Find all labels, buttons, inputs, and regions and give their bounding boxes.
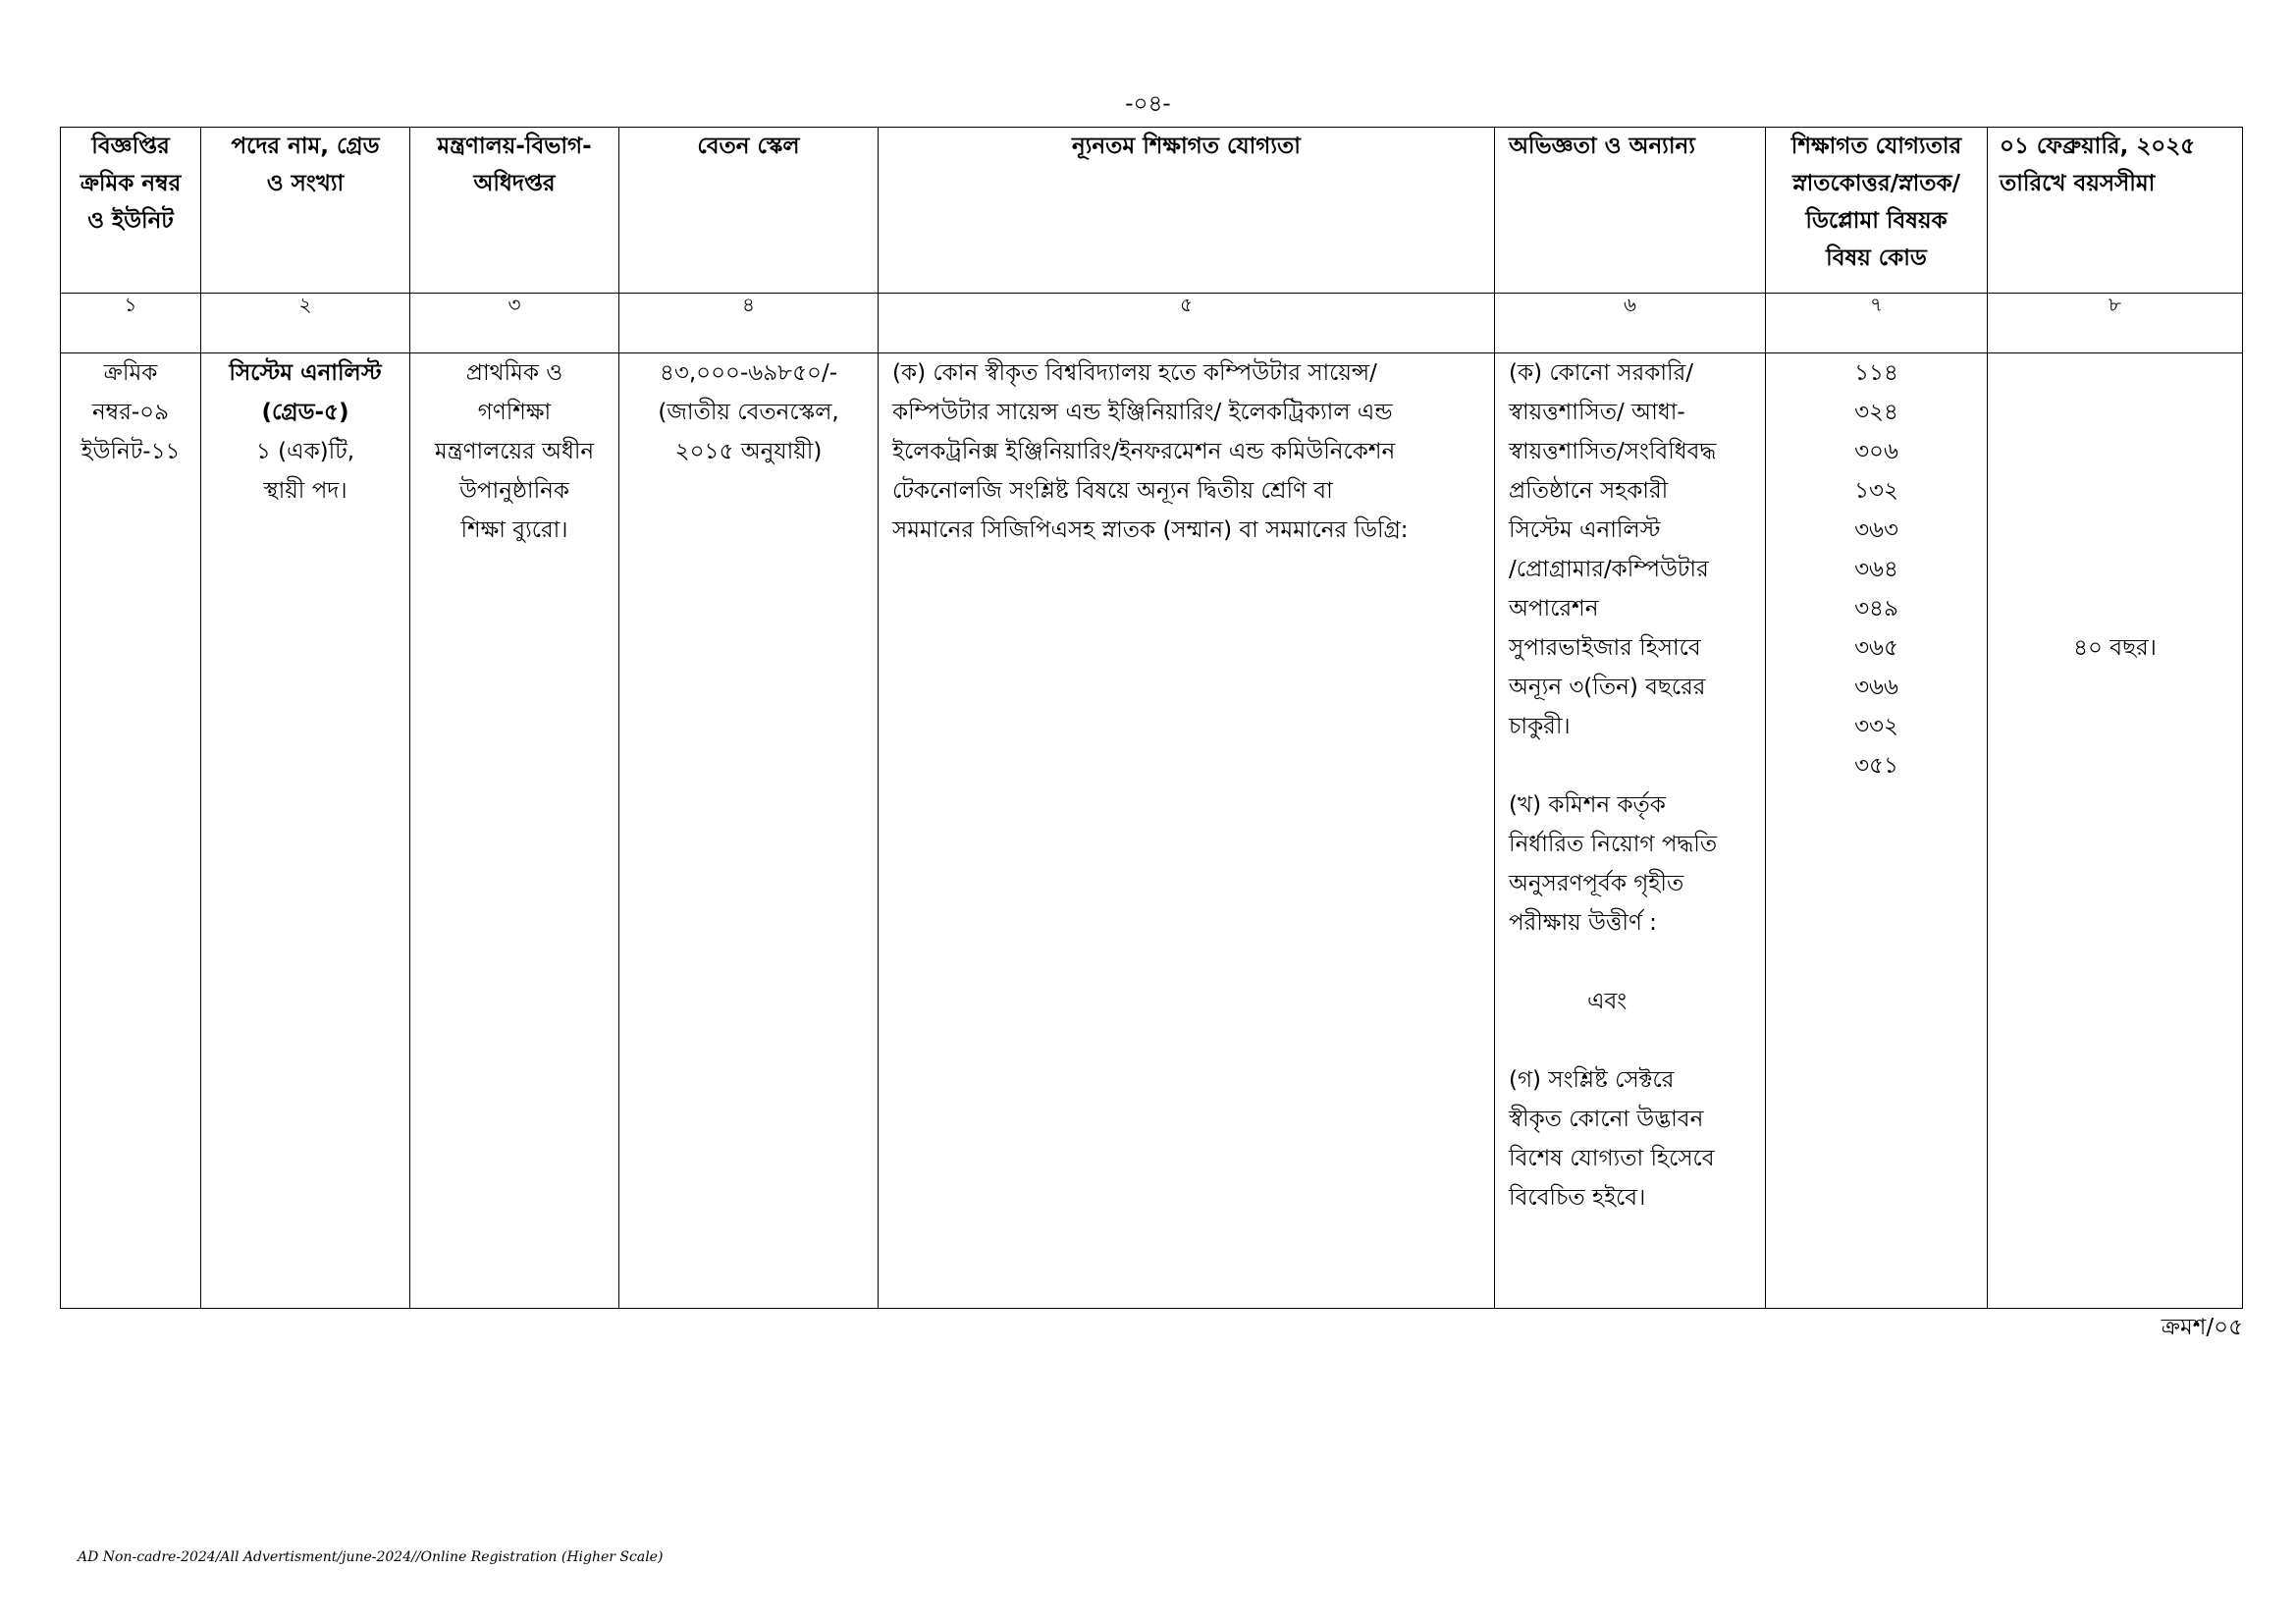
header-age-limit: ০১ ফেব্রুয়ারি, ২০২৫ তারিখে বয়সসীমা	[1988, 128, 2243, 294]
column-number: ৮	[1988, 294, 2243, 353]
serial-unit-cell: ক্রমিক নম্বর-০৯ ইউনিট-১১	[61, 353, 201, 1309]
column-number: ৭	[1766, 294, 1988, 353]
column-number: ৩	[410, 294, 619, 353]
header-post-name: পদের নাম, গ্রেড ও সংখ্যা	[201, 128, 410, 294]
subject-code: ৩৪৯	[1854, 596, 1898, 622]
header-qualification: ন্যূনতম শিক্ষাগত যোগ্যতা	[879, 128, 1495, 294]
continued-note: ক্রমশ/০৫	[2161, 1315, 2243, 1340]
column-number-row	[61, 294, 2243, 353]
ministry-cell: প্রাথমিক ও গণশিক্ষা মন্ত্রণালয়ের অধীন উপানুষ্ঠানিক শিক্ষা ব্যুরো।	[410, 353, 619, 1309]
subject-code: ১১৪	[1854, 360, 1898, 386]
post-name: সিস্টেম এনালিস্ট	[229, 360, 382, 386]
post-count: ১ (এক)টি,	[255, 439, 355, 464]
subject-code: ৩৬৫	[1854, 635, 1898, 661]
column-number: ৪	[619, 294, 879, 353]
age-limit-cell	[1988, 353, 2243, 1309]
experience-cell: (ক) কোনো সরকারি/ স্বায়ত্তশাসিত/ আধা- স্বায়ত্তশাসিত/সংবিধিবদ্ধ প্রতিষ্ঠানে সহকারী সিস্টেম এনালিস্ট /প্রোগ্রামার/কম্পিউটার অপারেশন সুপারভাইজার হিসাবে অন্যূন ৩(তিন) বছরের চাকুরী। (খ) কমিশন কর্তৃক নির্ধারিত নিয়োগ পদ্ধতি অনুসরণপূর্বক গৃহীত পরীক্ষায় উত্তীর্ণ : এবং (গ) সংশ্লিষ্ট সেক্টরে স্বীকৃত কোনো উদ্ভাবন বিশেষ যোগ্যতা হিসেবে বিবেচিত হইবে।	[1495, 353, 1766, 1309]
qualification-cell: (ক) কোন স্বীকৃত বিশ্ববিদ্যালয় হতে কম্পিউটার সায়েন্স/ কম্পিউটার সায়েন্স এন্ড ইঞ্জিনিয়ারিং/ ইলেকট্রিক্যাল এন্ড ইলেকট্রনিক্স ইঞ্জিনিয়ারিং/ইনফরমেশন এন্ড কমিউনিকেশন টেকনোলজি সংশ্লিষ্ট বিষয়ে অন্যূন দ্বিতীয় শ্রেণি বা সমমানের সিজিপিএসহ স্নাতক (সম্মান) বা সমমানের ডিগ্রি:	[879, 353, 1495, 1309]
subject-code: ৩০৬	[1854, 439, 1898, 464]
subject-code: ৩৫১	[1854, 753, 1898, 779]
column-number: ৫	[879, 294, 1495, 353]
subject-code: ৩৬৬	[1854, 675, 1898, 700]
header-subject-code: শিক্ষাগত যোগ্যতার স্নাতকোত্তর/স্নাতক/ ডিপ্লোমা বিষয়ক বিষয় কোড	[1766, 128, 1988, 294]
subject-code: ৩৩২	[1854, 714, 1898, 739]
subject-code-cell	[1766, 353, 1988, 1309]
table-row	[61, 353, 2243, 1309]
header-serial: বিজ্ঞপ্তির ক্রমিক নম্বর ও ইউনিট	[61, 128, 201, 294]
subject-code: ৩৬৩	[1854, 517, 1898, 543]
column-number: ১	[61, 294, 201, 353]
footer-path: AD Non-cadre-2024/All Advertisment/june-2024//Online Registration (Higher Scale)	[78, 1549, 664, 1565]
subject-code: ১৩২	[1854, 478, 1898, 504]
header-pay-scale: বেতন স্কেল	[619, 128, 879, 294]
header-row	[61, 128, 2243, 294]
header-experience: অভিজ্ঞতা ও অন্যান্য	[1495, 128, 1766, 294]
page-number: -০৪-	[1125, 91, 1171, 117]
column-number: ৬	[1495, 294, 1766, 353]
advertisement-table	[60, 127, 2243, 1309]
post-type: স্থায়ী পদ।	[263, 478, 347, 504]
subject-code: ৩৬৪	[1854, 557, 1898, 582]
subject-code: ৩২৪	[1854, 400, 1898, 425]
age-limit: ৪০ বছর।	[2073, 635, 2157, 661]
post-cell	[201, 353, 410, 1309]
column-number: ২	[201, 294, 410, 353]
post-grade: (গ্রেড-৫)	[261, 400, 349, 425]
experience-and: এবং	[1587, 989, 1628, 1014]
pay-scale-cell: ৪৩,০০০-৬৯৮৫০/- (জাতীয় বেতনস্কেল, ২০১৫ অনুযায়ী)	[619, 353, 879, 1309]
header-ministry: মন্ত্রণালয়-বিভাগ- অধিদপ্তর	[410, 128, 619, 294]
